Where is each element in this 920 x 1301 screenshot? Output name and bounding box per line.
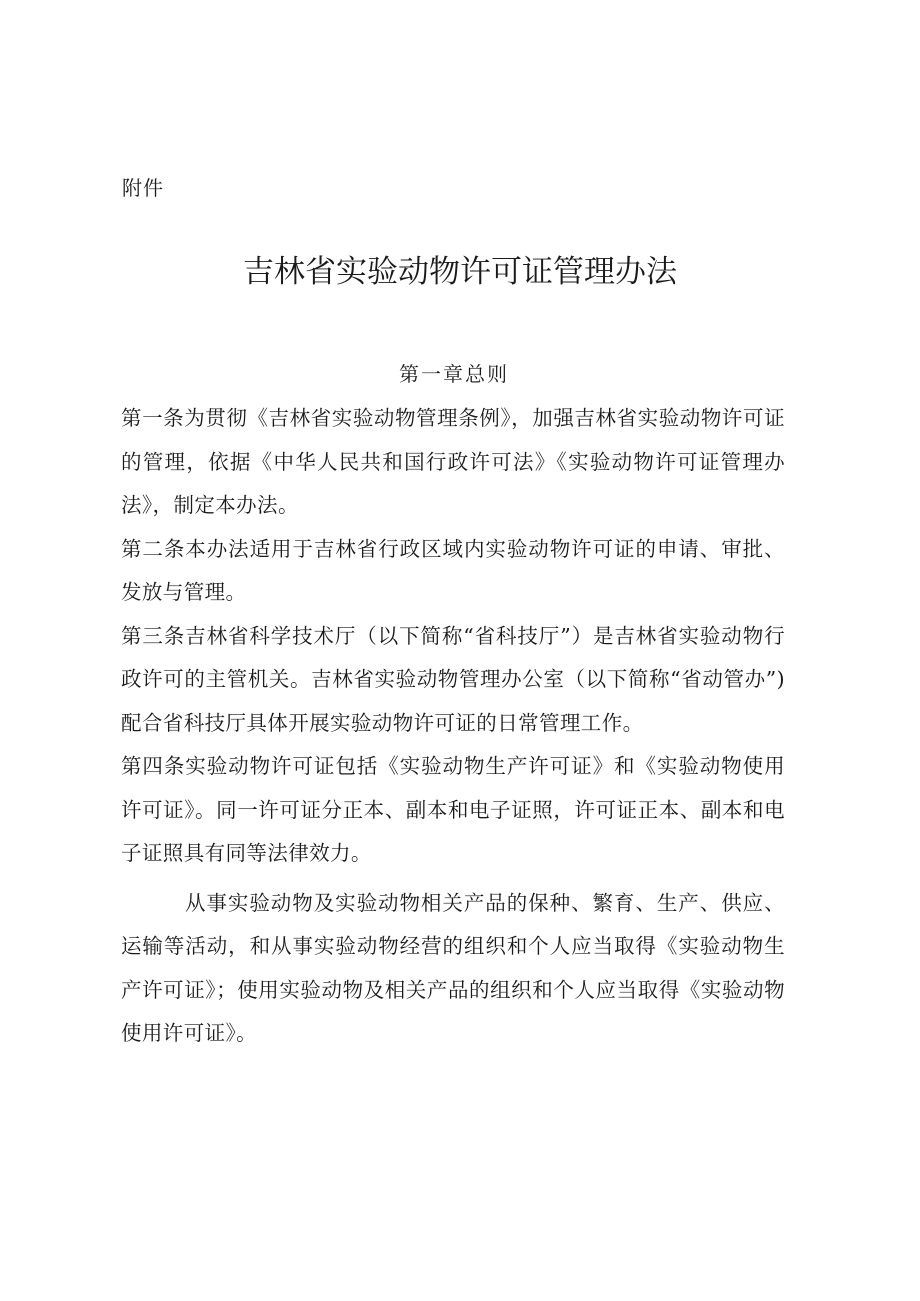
article-2: 第二条本办法适用于吉林省行政区域内实验动物许可证的申请、审批、发放与管理。 [121,536,785,604]
chapter-heading: 第一章总则 [399,362,509,386]
attachment-label: 附件 [122,176,164,200]
article-4-paragraph-2: 从事实验动物及实验动物相关产品的保种、繁育、生产、供应、运输等活动，和从事实验动物经营的组织和个人应当取得《实验动物生产许可证》；使用实验动物及相关产品的组织和个人应当取得《实验动物使用许可证》。 [121,890,785,1045]
article-4: 第四条实验动物许可证包括《实验动物生产许可证》和《实验动物使用许可证》。同一许可证分正本、副本和电子证照，许可证正本、副本和电子证照具有同等法律效力。 [121,754,785,865]
article-1: 第一条为贯彻《吉林省实验动物管理条例》，加强吉林省实验动物许可证的管理，依据《中华人民共和国行政许可法》《实验动物许可证管理办法》，制定本办法。 [121,406,785,517]
article-3: 第三条吉林省科学技术厅（以下简称“省科技厅”）是吉林省实验动物行政许可的主管机关。吉林省实验动物管理办公室（以下简称“省动管办”)配合省科技厅具体开展实验动物许可证的日常管理工作。 [121,623,785,735]
document-body [121,397,785,1056]
document-title: 吉林省实验动物许可证管理办法 [243,254,677,290]
